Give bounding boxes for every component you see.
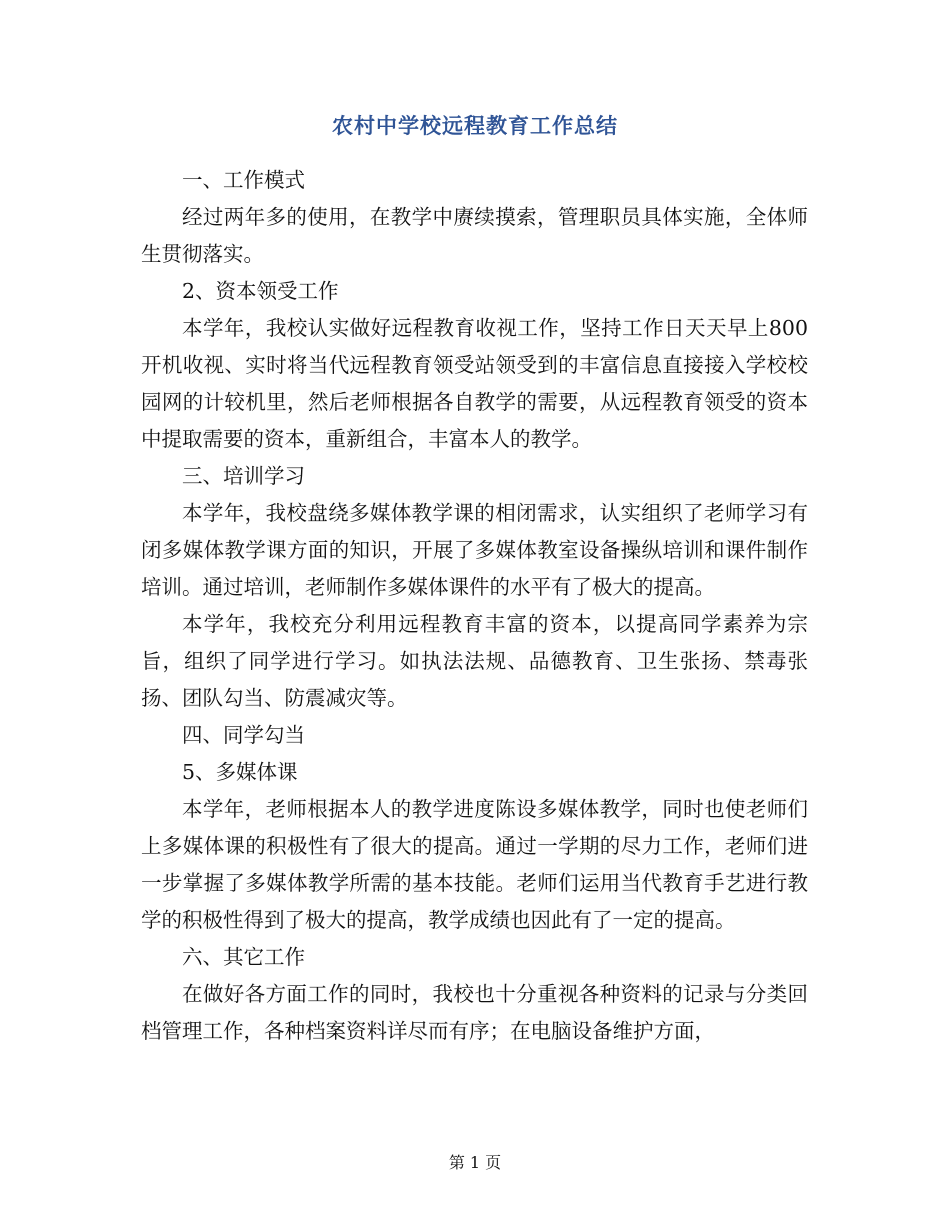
paragraph-training-students: 本学年，我校充分利用远程教育丰富的资本，以提高同学素养为宗旨，组织了同学进行学习。如执法法规、品德教育、卫生张扬、禁毒张扬、团队勾当、防震减灾等。: [141, 612, 808, 710]
section-heading-work-mode: 一、工作模式: [182, 168, 305, 192]
section-heading-resource-reception: 2、资本领受工作: [182, 279, 339, 303]
section-heading-training: 三、培训学习: [182, 464, 305, 488]
paragraph-resource-reception: 本学年，我校认实做好远程教育收视工作，坚持工作日天天早上800开机收视、实时将当代远程教育领受站领受到的丰富信息直接接入学校校园网的计较机里，然后老师根据各自教学的需要，从远程教育领受的资本中提取需要的资本，重新组合，丰富本人的教学。: [141, 316, 808, 451]
paragraph-training-teachers: 本学年，我校盘绕多媒体教学课的相闭需求，认实组织了老师学习有闭多媒体教学课方面的知识，开展了多媒体教室设备操纵培训和课件制作培训。通过培训，老师制作多媒体课件的水平有了极大的提高。: [141, 501, 808, 599]
page-number: 第 1 页: [448, 1153, 502, 1172]
paragraph-work-mode: 经过两年多的使用，在教学中赓续摸索，管理职员具体实施，全体师生贯彻落实。: [141, 205, 808, 266]
document-title: 农村中学校远程教育工作总结: [332, 113, 618, 138]
paragraph-multimedia-class: 本学年，老师根据本人的教学进度陈设多媒体教学，同时也使老师们上多媒体课的积极性有了很大的提高。通过一学期的尽力工作，老师们进一步掌握了多媒体教学所需的基本技能。老师们运用当代教育手艺进行教学的积极性得到了极大的提高，教学成绩也因此有了一定的提高。: [141, 797, 808, 932]
paragraph-other-work: 在做好各方面工作的同时，我校也十分重视各种资料的记录与分类回档管理工作，各种档案资料详尽而有序；在电脑设备维护方面，: [141, 982, 808, 1043]
section-heading-other-work: 六、其它工作: [182, 945, 305, 969]
section-heading-student-activities: 四、同学勾当: [182, 723, 305, 747]
section-heading-multimedia-class: 5、多媒体课: [182, 760, 298, 784]
document-body: [141, 162, 808, 1050]
